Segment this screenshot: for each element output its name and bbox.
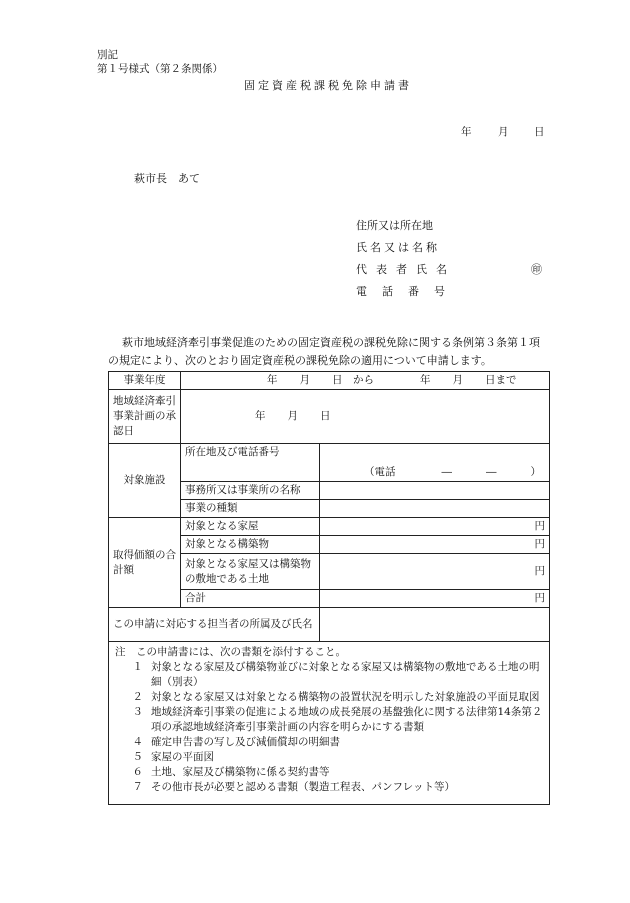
note-item: ３ 地域経済牽引事業の促進による地域の成長発展の基盤強化に関する法律第14条第２項の承認地域経済牽引事業計画の内容を明らかにする書類 <box>132 706 543 733</box>
phone-open: （電話 <box>364 466 396 478</box>
land-label: 対象となる家屋又は構築物の敷地である土地 <box>181 554 320 590</box>
approval-day: 日 <box>320 410 331 422</box>
facility-label: 対象施設 <box>109 444 181 518</box>
structure-value[interactable]: 円 <box>320 536 550 554</box>
date-year: 年 <box>461 126 472 138</box>
period-month: 月 <box>299 374 310 386</box>
seal-mark: ㊞ <box>531 263 542 276</box>
phone-dash-2: ― <box>486 466 497 478</box>
note-item: １ 対象となる家屋及び構築物並びに対象となる家屋又は構築物の敷地である土地の明細（別表） <box>132 661 540 688</box>
structure-label: 対象となる構築物 <box>181 536 320 554</box>
date-day: 日 <box>534 126 545 138</box>
plan-approval-label: 地域経済牽引事業計画の承認日 <box>109 390 181 444</box>
house-value[interactable]: 円 <box>320 518 550 536</box>
fiscal-year-value[interactable] <box>181 372 550 390</box>
period-month-to: 月 <box>452 374 463 386</box>
representative-label: 代表者氏名 <box>356 263 456 276</box>
business-type-label: 事業の種類 <box>181 500 320 518</box>
note-item: ２ 対象となる家屋又は対象となる構築物の設置状況を明示した対象施設の平面見取図 <box>132 691 540 703</box>
note-item: ６ 土地、家屋及び構築物に係る契約書等 <box>132 766 330 778</box>
address-label: 住所又は所在地 <box>356 219 433 232</box>
note-item: ５ 家屋の平面図 <box>132 751 214 763</box>
office-name-value[interactable] <box>320 482 550 500</box>
total-value[interactable]: 円 <box>320 590 550 608</box>
fiscal-year-label: 事業年度 <box>109 372 181 390</box>
total-label: 合計 <box>181 590 320 608</box>
house-label: 対象となる家屋 <box>181 518 320 536</box>
contact-label: この申請に対応する担当者の所属及び氏名 <box>109 608 320 642</box>
notes-heading: 注 この申請書には、次の書類を添付すること。 <box>115 646 346 658</box>
period-from: 日 から <box>332 374 374 386</box>
intro-line-2: の規定により、次のとおり固定資産税の課税免除の適用について申請します。 <box>108 354 492 367</box>
note-item: ７ その他市長が必要と認める書類（製造工程表、パンフレット等） <box>132 781 455 793</box>
page-title: 固定資産税課税免除申請書 <box>244 79 412 92</box>
plan-approval-value[interactable] <box>181 390 550 444</box>
facility-address-value[interactable] <box>320 444 550 482</box>
phone-label: 電話番号 <box>356 285 460 298</box>
phone-dash-1: ― <box>441 466 452 478</box>
application-table <box>108 371 550 805</box>
form-number: 第１号様式（第２条関係） <box>97 63 223 75</box>
land-value[interactable]: 円 <box>320 554 550 590</box>
name-label: 氏名又は名称 <box>356 241 440 254</box>
office-name-label: 事務所又は事業所の名称 <box>181 482 320 500</box>
period-year-to: 年 <box>420 374 431 386</box>
contact-value[interactable] <box>320 608 550 642</box>
date-month: 月 <box>498 126 509 138</box>
addressee: 萩市長 あて <box>134 172 200 185</box>
period-to: 日まで <box>485 374 517 386</box>
period-year: 年 <box>267 374 278 386</box>
intro-line-1: 萩市地域経済牽引事業促進のための固定資産税の課税免除に関する条例第３条第１項 <box>122 336 540 349</box>
attachment-label: 別記 <box>97 49 118 61</box>
business-type-value[interactable] <box>320 500 550 518</box>
facility-address-label: 所在地及び電話番号 <box>181 444 320 482</box>
approval-year: 年 <box>255 410 266 422</box>
acquisition-label: 取得価額の合計額 <box>109 518 181 608</box>
note-item: ４ 確定申告書の写し及び減価償却の明細書 <box>132 736 340 748</box>
notes-section <box>109 642 550 805</box>
approval-month: 月 <box>287 410 298 422</box>
phone-close: ） <box>530 466 541 478</box>
